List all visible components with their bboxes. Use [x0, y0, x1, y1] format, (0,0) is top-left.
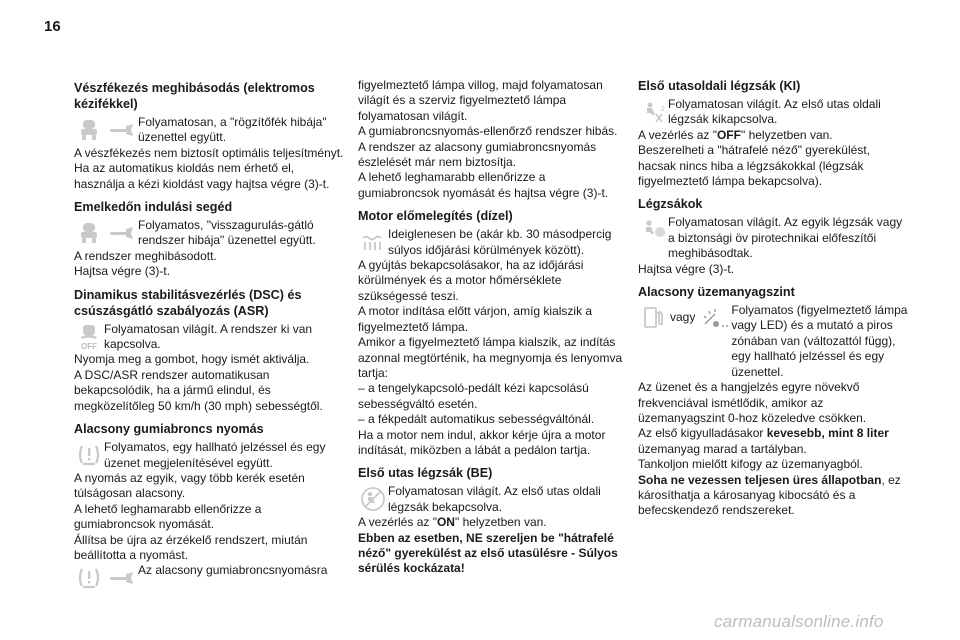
- section-title: Motor előmelegítés (dízel): [358, 209, 513, 224]
- body-text: Nyomja meg a gombot, hogy ismét aktiválja.: [74, 352, 310, 367]
- wrench-icon: [104, 219, 138, 247]
- body-text: A gyújtás bekapcsolásakor, ha az időjárási körülmények és a motor hőmérséklete szükségessé teszi.: [358, 258, 584, 303]
- body-text: A nyomás az egyik, vagy több kerék esetén túlságosan alacsony.: [74, 470, 305, 501]
- body-text: Hajtsa végre (3)-t.: [74, 264, 171, 279]
- column-2: [358, 78, 628, 584]
- tyre-pressure-icon: [74, 441, 104, 469]
- body-text: – a fékpedált automatikus sebességváltónál.: [358, 412, 595, 427]
- section-title: Alacsony üzemanyagszint: [638, 285, 795, 300]
- body-text: figyelmeztető lámpa villog, majd folyamatosan világít és a szerviz figyelmeztető lámpa folyamatosan világít.: [358, 78, 603, 123]
- section-emergency-braking: [74, 80, 344, 192]
- body-text: Tankoljon mielőtt kifogy az üzemanyagból.: [638, 457, 863, 472]
- icon-description: Folyamatosan világít. A rendszer ki van kapcsolva.: [104, 321, 313, 352]
- section-airbags: [638, 196, 910, 277]
- brake-warning-icon: [74, 116, 104, 144]
- body-text: Soha ne vezessen teljesen üres állapotban, ez károsíthatja a károsanyag kibocsátó és a befecskendező rendszereket.: [638, 472, 901, 518]
- fuel-gauge-icon: [701, 304, 731, 332]
- body-text: Az üzenet és a hangjelzés egyre növekvő frekvenciával ismétlődik, amikor az üzemanyagszint 0-hoz közeledve csökken.: [638, 380, 867, 425]
- icon-description: Folyamatos, egy hallható jelzéssel és egy üzenet megjelenítésével együtt.: [104, 440, 326, 470]
- fuel-pump-icon: [638, 304, 668, 332]
- section-title: Emelkedőn indulási segéd: [74, 200, 233, 215]
- wrench-icon: [104, 116, 138, 144]
- column-1: [74, 80, 344, 600]
- body-text: A vezérlés az "ON" helyzetben van.: [358, 515, 547, 530]
- section-title: Légzsákok: [638, 197, 703, 212]
- body-text: A motor indítása előtt várjon, amíg kialszik a figyelmeztető lámpa.: [358, 304, 593, 334]
- icon-description: Folyamatosan világít. Az egyik légzsák vagy a biztonsági öv pirotechnikai előfeszítői meghibásodtak.: [668, 215, 903, 261]
- body-text: A vészfékezés nem biztosít optimális teljesítményt.: [74, 145, 344, 160]
- section-low-fuel: [638, 284, 910, 519]
- body-text: A vezérlés az "OFF" helyzetben van.: [638, 127, 833, 142]
- wrench-icon: [104, 564, 138, 592]
- section-title: Alacsony gumiabroncs nyomás: [74, 422, 264, 437]
- section-dsc-asr: [74, 287, 344, 414]
- page-number: 16: [44, 18, 61, 35]
- svg-text:2: 2: [661, 106, 665, 113]
- icon-description: Folyamatos, "visszagurulás-gátló rendszer hibája" üzenettel együtt.: [138, 218, 316, 248]
- body-text: Hajtsa végre (3)-t.: [638, 261, 735, 276]
- body-text: Ha a motor nem indul, akkor kérje újra a motor indítását, miközben a lábát a pedálon tartja.: [358, 427, 606, 457]
- body-text: Amikor a figyelmeztető lámpa kialszik, az indítás azonnal megtörténik, ha megnyomja és lenyomva tartja:: [358, 335, 623, 380]
- icon-description: Folyamatos (figyelmeztető lámpa vagy LED) és a mutató a piros zónában van (változattól függ), egy hallható jelzéssel és egy üzenettel.: [731, 303, 908, 379]
- body-text: A gumiabroncsnyomás-ellenőrző rendszer hibás.: [358, 124, 618, 139]
- body-text: Ha az automatikus kioldás nem érhető el, használja a kézi kioldást vagy hajtsa végre (3)-t.: [74, 161, 330, 191]
- section-passenger-airbag-off: [638, 78, 910, 189]
- body-text: A rendszer meghibásodott.: [74, 248, 217, 263]
- section-passenger-airbag-on: [358, 465, 628, 576]
- airbag-icon: [638, 216, 668, 244]
- warning-text: Ebben az esetben, NE szereljen be "hátrafelé néző" gyerekülést az első utasülésre - Súlyos sérülés kockázata!: [358, 530, 618, 576]
- svg-text:OFF: OFF: [81, 341, 97, 351]
- body-text: A rendszer az alacsony gumiabroncsnyomás észlelését már nem biztosítja.: [358, 139, 597, 170]
- section-tyre-pressure-continued: [358, 78, 628, 201]
- section-hill-start-assist: [74, 199, 344, 280]
- passenger-airbag-on-icon: [358, 485, 388, 513]
- glow-plug-icon: [358, 228, 388, 256]
- body-text: Állítsa be újra az érzékelő rendszert, miután beállította a nyomást.: [74, 532, 308, 562]
- icon-description: Folyamatosan világít. Az első utas oldali légzsák bekapcsolva.: [388, 484, 601, 514]
- brake-warning-icon: [74, 219, 104, 247]
- icon-description: Az alacsony gumiabroncsnyomásra: [138, 563, 328, 578]
- icon-description: Folyamatosan, a "rögzítőfék hibája" üzenettel együtt.: [138, 115, 327, 145]
- section-title: Első utasoldali légzsák (KI): [638, 79, 801, 93]
- body-text: Az első kigyulladásakor kevesebb, mint 8 liter üzemanyag marad a tartályban.: [638, 426, 889, 456]
- vagy-label: vagy: [670, 310, 696, 325]
- body-text: – a tengelykapcsoló-pedált kézi kapcsolású sebességváltó esetén.: [358, 381, 589, 411]
- watermark: carmanualsonline.info: [714, 612, 884, 631]
- section-title: Első utas légzsák (BE): [358, 466, 493, 481]
- icon-description: Folyamatosan világít. Az első utas oldali légzsák kikapcsolva.: [668, 97, 881, 127]
- icon-description: Ideiglenesen be (akár kb. 30 másodpercig súlyos időjárási körülmények között).: [388, 227, 612, 257]
- body-text: A DSC/ASR rendszer automatikusan bekapcsolódik, ha a jármű elindul, és megközelítőleg 50 km/h (30 mph) sebességtől.: [74, 367, 323, 413]
- body-text: A lehető leghamarabb ellenőrizze a gumiabroncsok nyomását és hajtsa végre (3)-t.: [358, 170, 609, 200]
- section-engine-preheating: [358, 208, 628, 458]
- body-text: A lehető leghamarabb ellenőrizze a gumiabroncsok nyomását.: [74, 501, 262, 532]
- tyre-pressure-icon: [74, 564, 104, 592]
- section-low-tyre-pressure: [74, 421, 344, 593]
- column-3: [638, 78, 910, 526]
- body-text: Beszerelheti a "hátrafelé néző" gyerekülést, hacsak nincs hiba a légzsákokkal (légzsák figyelmeztető lámpa bekapcsolva).: [638, 143, 870, 189]
- passenger-airbag-off-icon: [638, 98, 668, 126]
- dsc-off-icon: [74, 323, 104, 351]
- section-title: Vészfékezés meghibásodás (elektromos kézifékkel): [74, 81, 315, 111]
- section-title: Dinamikus stabilitásvezérlés (DSC) és csúszásgátló szabályozás (ASR): [74, 287, 302, 318]
